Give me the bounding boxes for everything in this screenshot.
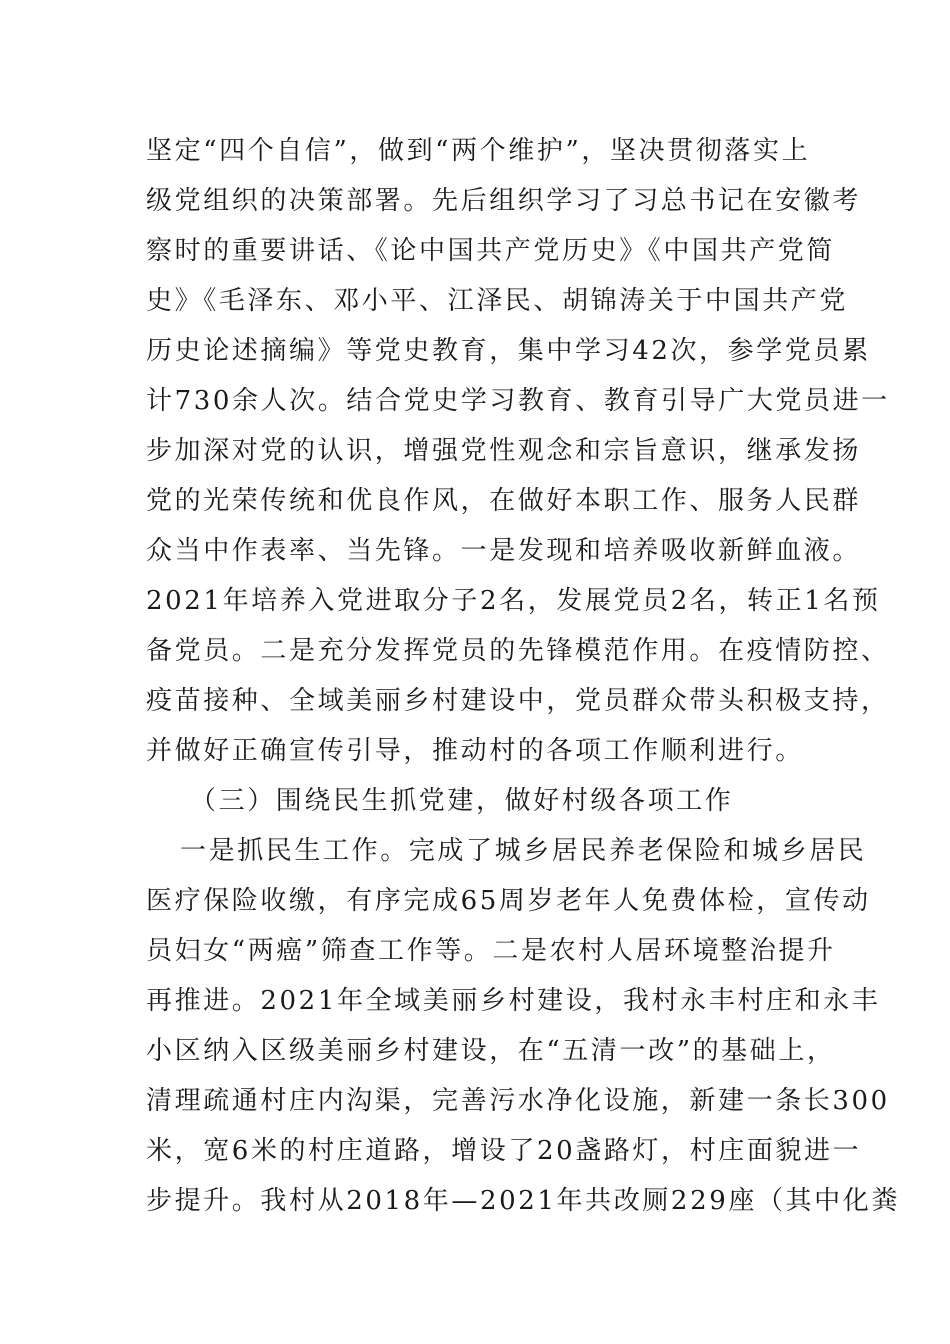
text-line: 医疗保险收缴，有序完成65周岁老年人免费体检，宣传动 xyxy=(146,886,871,916)
text-line: 备党员。二是充分发挥党员的先锋模范作用。在疫情防控、 xyxy=(146,636,890,666)
text-line: 并做好正确宣传引导，推动村的各项工作顺利进行。 xyxy=(146,736,804,766)
text-line: 历史论述摘编》等党史教育，集中学习42次，参学党员累 xyxy=(146,336,871,366)
section-heading: （三）围绕民生抓党建，做好村级各项工作 xyxy=(190,786,734,816)
text-line: 米，宽6米的村庄道路，增设了20盏路灯，村庄面貌进一 xyxy=(146,1136,862,1166)
text-line: 计730余人次。结合党史学习教育、教育引导广大党员进一 xyxy=(146,386,890,416)
text-line: 众当中作表率、当先锋。一是发现和培养吸收新鲜血液。 xyxy=(146,536,862,566)
text-line: 2021年培养入党进取分子2名，发展党员2名，转正1名预 xyxy=(146,586,881,616)
text-line: 级党组织的决策部署。先后组织学习了习总书记在安徽考 xyxy=(146,186,862,216)
text-line: 史》《毛泽东、邓小平、江泽民、胡锦涛关于中国共产党 xyxy=(146,286,849,316)
text-line: 党的光荣传统和优良作风，在做好本职工作、服务人民群 xyxy=(146,486,862,516)
text-line: 清理疏通村庄内沟渠，完善污水净化设施，新建一条长300 xyxy=(146,1086,890,1116)
text-line: 察时的重要讲话、《论中国共产党历史》《中国共产党简 xyxy=(146,236,836,266)
text-line: 步提升。我村从2018年—2021年共改厕229座（其中化粪 xyxy=(146,1186,900,1216)
text-line: 疫苗接种、全域美丽乡村建设中，党员群众带头积极支持， xyxy=(146,686,890,716)
text-line: 步加深对党的认识，增强党性观念和宗旨意识，继承发扬 xyxy=(146,436,862,466)
text-line: 小区纳入区级美丽乡村建设，在“五清一改”的基础上， xyxy=(146,1036,836,1066)
text-line: 再推进。2021年全域美丽乡村建设，我村永丰村庄和永丰 xyxy=(146,986,881,1016)
text-line: 一是抓民生工作。完成了城乡居民养老保险和城乡居民 xyxy=(180,836,867,866)
text-line: 员妇女“两癌”筛查工作等。二是农村人居环境整治提升 xyxy=(146,936,836,966)
text-line: 坚定“四个自信”，做到“两个维护”，坚决贯彻落实上 xyxy=(146,136,811,166)
